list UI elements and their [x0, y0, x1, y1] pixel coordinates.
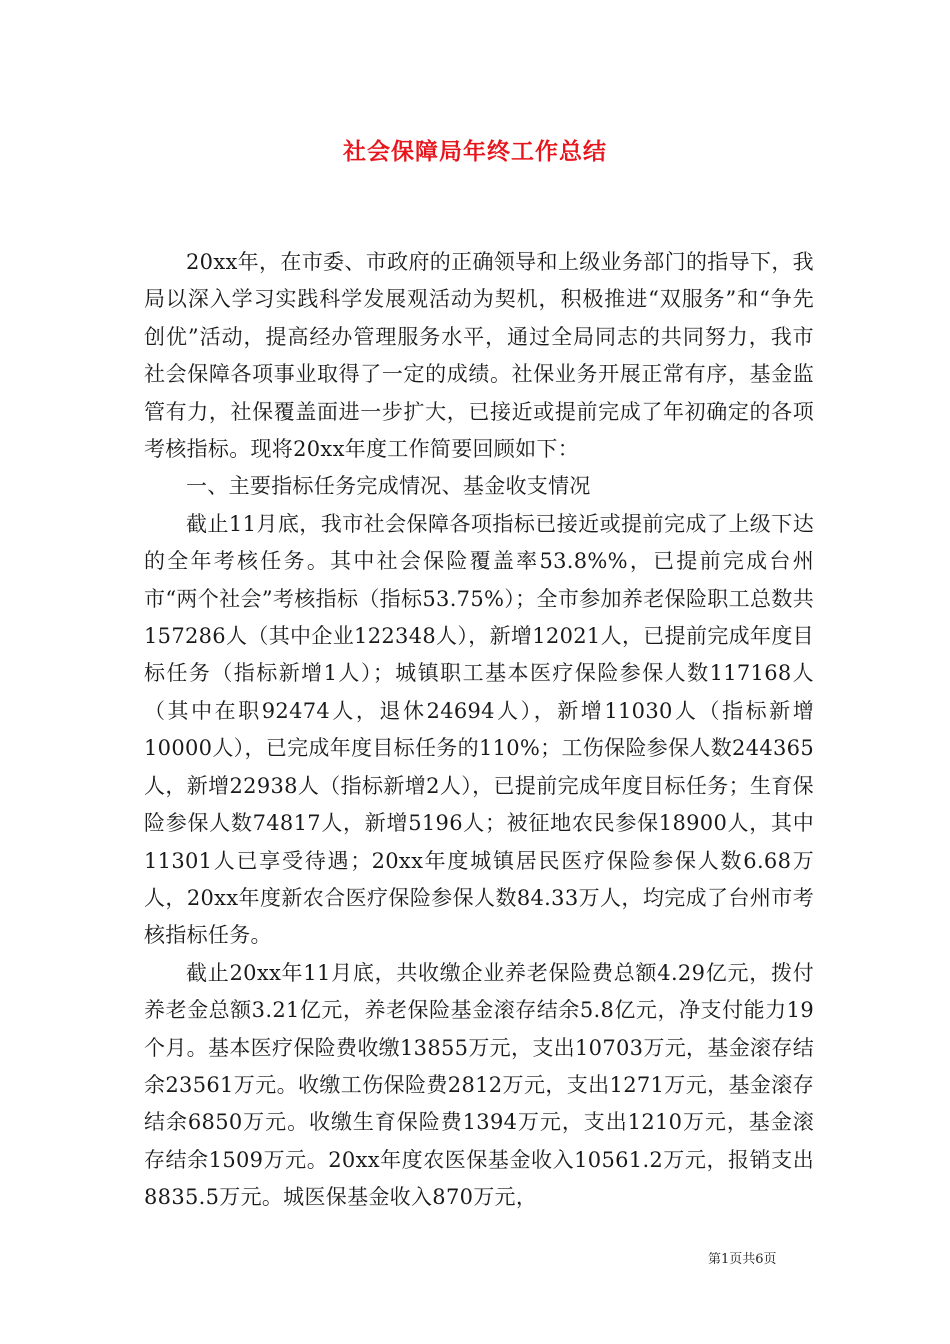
section-heading: 一、主要指标任务完成情况、基金收支情况	[186, 474, 591, 499]
paragraph-intro: 20xx年，在市委、市政府的正确领导和上级业务部门的指导下，我局以深入学习实践科学发展观活动为契机，积极推进“双服务”和“争先创优”活动，提高经办管理服务水平，通过全局同志的共同努力，我市社会保障各项事业取得了一定的成绩。社保业务开展正常有序，基金监管有力，社保覆盖面进一步扩大，已接近或提前完成了年初确定的各项考核指标。现将20xx年度工作简要回顾如下：	[144, 250, 814, 462]
document-body	[144, 244, 814, 1217]
page-indicator: 第1页共6页	[708, 1252, 777, 1267]
document-title: 社会保障局年终工作总结	[343, 138, 607, 165]
paragraph-indicators: 截止11月底，我市社会保障各项指标已接近或提前完成了上级下达的全年考核任务。其中社会保险覆盖率53.8%%，已提前完成台州市“两个社会”考核指标（指标53.75%）；全市参加养老保险职工总数共157286人（其中企业122348人），新增12021人，已提前完成年度目标任务（指标新增1人）；城镇职工基本医疗保险参保人数117168人（其中在职92474人，退休24694人），新增11030人（指标新增10000人），已完成年度目标任务的110%；工伤保险参保人数244365人，新增22938人（指标新增2人），已提前完成年度目标任务；生育保险参保人数74817人，新增5196人；被征地农民参保18900人，其中11301人已享受待遇；20xx年度城镇居民医疗保险参保人数6.68万人，20xx年度新农合医疗保险参保人数84.33万人，均完成了台州市考核指标任务。	[144, 511, 814, 948]
paragraph-funds: 截止20xx年11月底，共收缴企业养老保险费总额4.29亿元，拨付养老金总额3.21亿元，养老保险基金滚存结余5.8亿元，净支付能力19个月。基本医疗保险费收缴13855万元，支出10703万元，基金滚存结余23561万元。收缴工伤保险费2812万元，支出1271万元，基金滚存结余6850万元。收缴生育保险费1394万元，支出1210万元，基金滚存结余1509万元。20xx年度农医保基金收入10561.2万元，报销支出8835.5万元。城医保基金收入870万元，	[144, 960, 814, 1210]
